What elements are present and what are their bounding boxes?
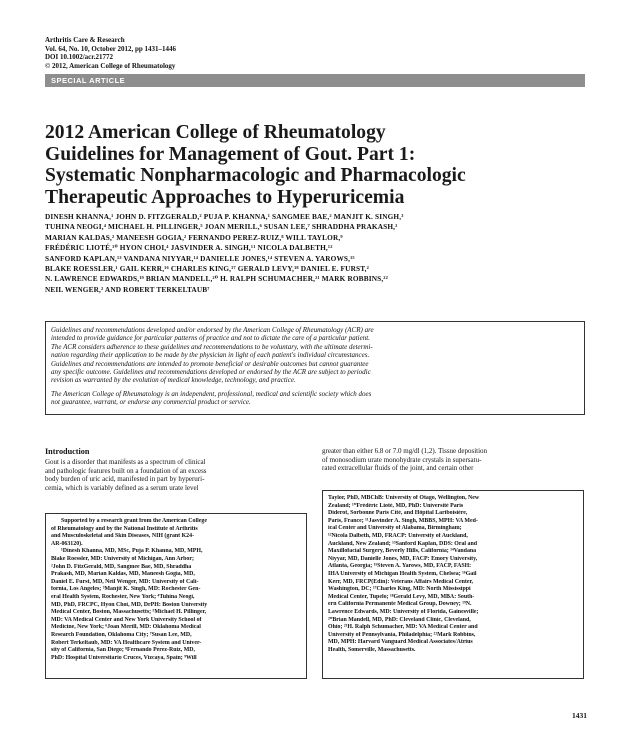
intro-heading: Introduction <box>45 447 90 456</box>
footnote-line: Blake Roessler, MD: University of Michigan, Ann Arbor; <box>51 555 194 562</box>
body-line: Gout is a disorder that manifests as a spectrum of clinical <box>45 458 206 466</box>
body-line: body burden of uric acid, manifested in part by hyperuri- <box>45 475 205 484</box>
footnote-line: Taylor, PhD, MBChB: University of Otago, Wellington, New <box>328 495 480 501</box>
author-line: TUHINA NEOGI,⁴ MICHAEL H. PILLINGER,⁵ JOAN MERILL,⁶ SUSAN LEE,⁷ SHRADDHA PRAKASH,² <box>45 222 398 232</box>
disclaimer-line: any specific outcome. Guidelines and recommendations developed or endorsed by the ACR are subject to periodic <box>51 368 371 377</box>
article-title <box>45 122 585 208</box>
author-line: SANFORD KAPLAN,¹³ VANDANA NIYYAR,¹⁴ DANIELLE JONES,¹⁴ STEVEN A. YAROWS,¹⁵ <box>45 253 355 263</box>
title-line: Guidelines for Management of Gout. Part 1: <box>45 143 416 165</box>
disclaimer-line: revision as warranted by the evolution of medical knowledge, technology, and practice. <box>51 376 296 385</box>
disclaimer-line: not guarantee, warrant, or endorse any commercial product or service. <box>51 398 251 407</box>
footnote-line: Medical Center, Boston, Massachusetts; ⁵Michael H. Pillinger, <box>51 609 207 616</box>
footnote-line: MD, PhD, FRCPC, Hyon Choi, MD, DrPH: Boston University <box>51 601 208 608</box>
title-line: Systematic Nonpharmacologic and Pharmacologic <box>45 165 466 186</box>
author-list <box>45 212 590 295</box>
affiliations-box-right <box>322 490 584 679</box>
footnote-line: ²John D. FitzGerald, MD, Sangmee Bae, MD, Shraddha <box>51 563 192 570</box>
footnote-line: sity of California, San Diego; ⁸Fernando Perez-Ruiz, MD, <box>51 647 195 654</box>
footnote-line: Atlanta, Georgia; ¹⁵Steven A. Yarows, MD, FACP, FASH: <box>328 563 472 570</box>
title-line: Therapeutic Approaches to Hyperuricemia <box>45 186 405 208</box>
title-line: 2012 American College of Rheumatology <box>45 122 386 143</box>
body-line: and pathologic features built on a foundation of an excess <box>45 466 207 475</box>
author-line: BLAKE ROESSLER,¹ GAIL KERR,¹⁶ CHARLES KING,¹⁷ GERALD LEVY,¹⁸ DANIEL E. FURST,² <box>45 264 369 274</box>
footnote-line: Medicine, New York; ⁶Joan Merill, MD: Oklahoma Medical <box>51 624 201 631</box>
footnote-line: Health, Somerville, Massachusetts. <box>328 646 416 653</box>
page-number: 1431 <box>572 711 587 720</box>
section-label: SPECIAL ARTICLE <box>45 74 585 87</box>
footnote-line: MD: VA Medical Center and New York University School of <box>51 616 202 623</box>
footnote-line: Medical Center, Tupelo; ¹⁸Gerald Levy, MD, MBA: South- <box>328 593 475 600</box>
author-line: FRÉDÉRIC LIOTÉ,¹⁰ HYON CHOI,⁴ JASVINDER A. SINGH,¹¹ NICOLA DALBETH,¹² <box>45 243 333 253</box>
disclaimer-line: The American College of Rheumatology is an independent, professional, medical and scientific society which does <box>51 389 372 398</box>
journal-volume: Vol. 64, No. 10, October 2012, pp 1431–1446 <box>45 44 177 53</box>
footnote-line: Ohio; ²¹H. Ralph Schumacher, MD: VA Medical Center and <box>328 624 478 631</box>
footnote-line: ²⁰Brian Mandell, MD, PhD: Cleveland Clinic, Cleveland, <box>328 616 471 623</box>
disclaimer-line: Guidelines and recommendations are intended to promote beneficial or desirable outcomes but cannot guarantee <box>51 359 369 368</box>
footnote-line: Supported by a research grant from the American College <box>61 518 207 524</box>
author-line: DINESH KHANNA,¹ JOHN D. FITZGERALD,² PUJA P. KHANNA,¹ SANGMEE BAE,² MANJIT K. SINGH,³ <box>45 212 404 221</box>
footnote-line: Maxillofacial Surgery, Beverly Hills, California; ¹⁴Vandana <box>328 548 477 555</box>
footnote-line: Research Foundation, Oklahoma City; ⁷Susan Lee, MD, <box>51 631 192 638</box>
journal-name: Arthritis Care & Research <box>45 36 125 44</box>
footnote-line: Washington, DC; ¹⁷Charles King, MD: North Mississippi <box>328 586 471 593</box>
disclaimer-line: Guidelines and recommendations developed and/or endorsed by the American College of Rheumatology (ACR) are <box>51 326 374 334</box>
footnote-line: Lawrence Edwards, MD: University of Florida, Gainesville; <box>328 608 479 615</box>
footnote-line: eral Health System, Rochester, New York; ⁴Tuhina Neogi, <box>51 593 195 600</box>
disclaimer-line: nation regarding their application to be made by the physician in light of each patient's individual circumstances. <box>51 351 370 360</box>
footnote-line: Auckland, New Zealand; ¹³Sanford Kaplan, DDS: Oral and <box>328 540 478 547</box>
body-line: of monosodium urate monohydrate crystals in supersatu- <box>322 455 482 464</box>
disclaimer-line: The ACR considers adherence to these guidelines and recommendations to be voluntary, with the ultimate determi- <box>51 342 373 351</box>
footnote-line: Kerr, MD, FRCP(Edin): Veterans Affairs Medical Center, <box>328 578 474 585</box>
footnote-line: PhD: Hospital Universitario Cruces, Vizcaya, Spain; ⁹Will <box>51 654 197 661</box>
footnote-line: ical Center and University of Alabama, Birmingham; <box>328 525 462 532</box>
body-line: greater than either 6.8 or 7.0 mg/dl (1,2). Tissue deposition <box>322 447 488 455</box>
footnote-line: and Musculoskeletal and Skin Diseases, NIH (grant K24- <box>51 533 195 540</box>
footnote-line: of Rheumatology and by the National Institute of Arthritis <box>51 525 198 532</box>
footnote-line: University of Pennsylvania, Philadelphia; ²²Mark Robbins, <box>328 631 476 638</box>
author-line: N. LAWRENCE EDWARDS,¹⁹ BRIAN MANDELL,²⁰ H. RALPH SCHUMACHER,²¹ MARK ROBBINS,²² <box>45 274 388 284</box>
journal-doi: DOI 10.1002/acr.21772 <box>45 53 113 61</box>
right-column <box>322 447 584 473</box>
footnote-line: Robert Terkeltaub, MD: VA Healthcare System and Univer- <box>51 639 202 646</box>
disclaimer-line: intended to provide guidance for particular patterns of practice and not to dictate the care of a particular patient. <box>51 334 370 343</box>
footnote-line: Daniel E. Furst, MD, Neil Wenger, MD: University of Cali- <box>51 578 199 585</box>
footnote-line: ern California Permanente Medical Group, Downey; ¹⁹N. <box>328 601 472 608</box>
left-column <box>45 447 307 492</box>
footnote-line: IHA University of Michigan Health System, Chelsea; ¹⁶Gail <box>328 570 477 577</box>
affiliations-box-left <box>45 513 307 679</box>
footnote-line: Paris, France; ¹¹Jasvinder A. Singh, MBBS, MPH: VA Med- <box>328 517 478 524</box>
footnote-line: ¹²Nicola Dalbeth, MD, FRACP: University of Auckland, <box>328 532 468 539</box>
footnote-line: MD, MPH: Harvard Vanguard Medical Associates/Atrius <box>328 639 473 646</box>
journal-info <box>45 36 176 70</box>
disclaimer-box <box>45 321 585 415</box>
body-line: cemia, which is variably defined as a serum urate level <box>45 483 199 492</box>
footnote-line: fornia, Los Angeles; ³Manjit K. Singh, MD: Rochester Gen- <box>51 586 201 593</box>
author-line: NEIL WENGER,² AND ROBERT TERKELTAUB⁷ <box>45 284 210 294</box>
footnote-line: Niyyar, MD, Danielle Jones, MD, FACP: Emory University, <box>328 555 478 562</box>
body-line: rated extracellular fluids of the joint, and certain other <box>322 464 474 473</box>
author-line: MARIAN KALDAS,² MANEESH GOGIA,² FERNANDO PEREZ-RUIZ,⁸ WILL TAYLOR,⁹ <box>45 232 343 242</box>
footnote-line: ¹Dinesh Khanna, MD, MSc, Puja P. Khanna, MD, MPH, <box>61 548 203 555</box>
footnote-line: AR-063120). <box>51 540 83 547</box>
footnote-line: Prakash, MD, Marian Kaldas, MD, Maneesh Gogia, MD, <box>51 571 195 578</box>
footnote-line: Diderot, Sorbonne Paris Cité, and Hôpital Lariboisière, <box>328 510 468 517</box>
footnote-line: Zealand; ¹⁰Frédéric Lioté, MD, PhD: Université Paris <box>328 502 464 509</box>
journal-copyright: © 2012, American College of Rheumatology <box>45 61 176 70</box>
